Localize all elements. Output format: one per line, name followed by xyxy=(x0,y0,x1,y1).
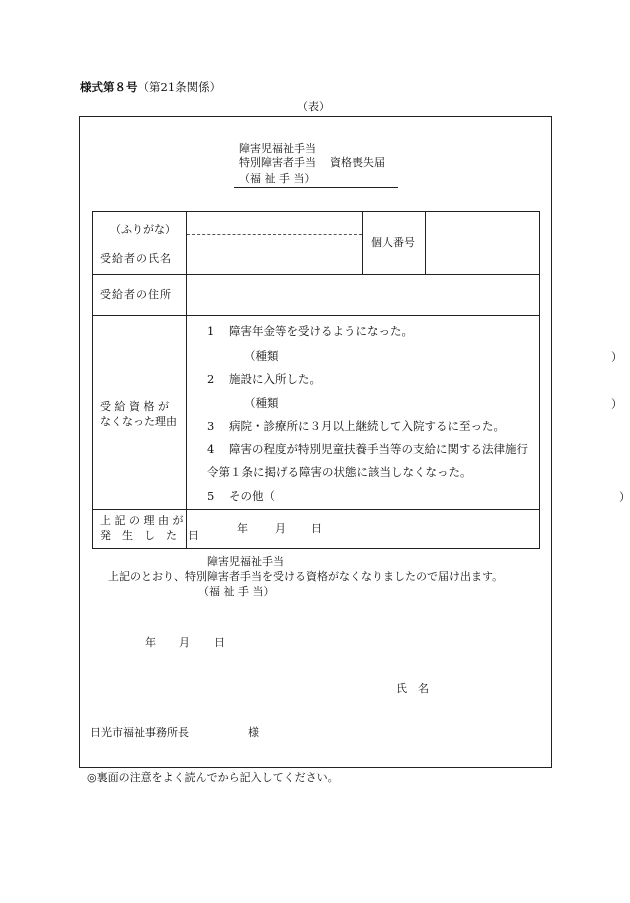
reason-2-type: （種類 xyxy=(244,396,279,410)
sign-month: 月 xyxy=(179,636,190,649)
reason-2-type-close: ） xyxy=(611,397,623,411)
address-label-cell xyxy=(93,275,187,316)
address-label: 受給者の住所 xyxy=(100,288,172,301)
furigana-label: （ふりがな） xyxy=(110,223,176,236)
date-input-cell[interactable] xyxy=(187,510,540,549)
personal-number-label-cell xyxy=(363,212,426,275)
reason-5-num: 5 xyxy=(207,489,215,503)
title-line3: （福 祉 手 当） xyxy=(239,172,316,185)
date-day: 日 xyxy=(311,522,322,535)
date-month: 月 xyxy=(275,522,286,535)
reason-3-num: 3 xyxy=(207,419,215,433)
personal-number-input-cell[interactable] xyxy=(426,212,540,275)
personal-number-label: 個人番号 xyxy=(371,236,415,249)
reason-3-text: 病院・診療所に３月以上継続して入院するに至った。 xyxy=(229,419,505,433)
applicant-name-label: 氏 名 xyxy=(396,682,429,695)
declaration-line1: 障害児福祉手当 xyxy=(207,555,284,568)
date-year: 年 xyxy=(237,522,248,535)
reason-1-num: 1 xyxy=(207,324,215,338)
footer-note: ◎裏面の注意をよく読んでから記入してください。 xyxy=(87,771,339,784)
reason-options-cell[interactable] xyxy=(187,316,630,510)
name-input-cell[interactable] xyxy=(187,212,363,275)
form-table xyxy=(92,211,630,549)
reason-4-text: 障害の程度が特別児童扶養手当等の支給に関する法律施行 xyxy=(229,442,528,456)
title-line1: 障害児福祉手当 xyxy=(239,142,316,155)
reason-label-cell xyxy=(93,316,187,510)
title-line2 xyxy=(239,156,385,169)
title-line2-prefix: 特別障害者手当 xyxy=(239,156,316,169)
title-underline xyxy=(234,187,398,188)
declaration-line2: 上記のとおり、特別障害者手当を受ける資格がなくなりましたので届け出ます。 xyxy=(108,570,504,583)
reason-4-num: 4 xyxy=(207,442,215,456)
reason-2-num: 2 xyxy=(207,372,215,386)
reason-4-text-cont: 令第１条に掲げる障害の状態に該当しなくなった。 xyxy=(207,465,472,479)
date-label-line1: 上 記 の 理 由 が xyxy=(100,514,184,527)
name-label: 受給者の氏名 xyxy=(100,252,172,265)
declaration-line3: （福 祉 手 当） xyxy=(198,585,275,598)
form-header xyxy=(80,80,221,94)
address-input-cell[interactable] xyxy=(187,275,540,316)
form-number: 様式第８号 xyxy=(80,80,138,94)
date-label-cell xyxy=(93,510,199,549)
date-label-line2: 発 生 し た 日 xyxy=(100,529,199,542)
title-line2-suffix: 資格喪失届 xyxy=(330,156,385,169)
side-label: （表） xyxy=(297,100,330,113)
reason-2-text: 施設に入所した。 xyxy=(229,372,321,386)
related-article: （第21条関係） xyxy=(137,80,222,94)
addressee: 日光市福祉事務所長 xyxy=(90,726,189,739)
sign-year: 年 xyxy=(145,636,156,649)
addressee-honorific: 様 xyxy=(248,726,259,739)
reason-1-type: （種類 xyxy=(244,349,279,363)
reason-label-line1: 受 給 資 格 が xyxy=(100,400,169,413)
reason-5-close: ） xyxy=(619,490,630,504)
reason-1-type-close: ） xyxy=(611,350,623,364)
furigana-divider xyxy=(187,234,362,235)
name-label-cell xyxy=(93,212,187,275)
reason-5-text: その他（ xyxy=(229,489,275,503)
sign-day: 日 xyxy=(214,636,225,649)
reason-1-text: 障害年金等を受けるようになった。 xyxy=(229,324,413,338)
reason-label-line2: なくなった理由 xyxy=(100,415,177,428)
